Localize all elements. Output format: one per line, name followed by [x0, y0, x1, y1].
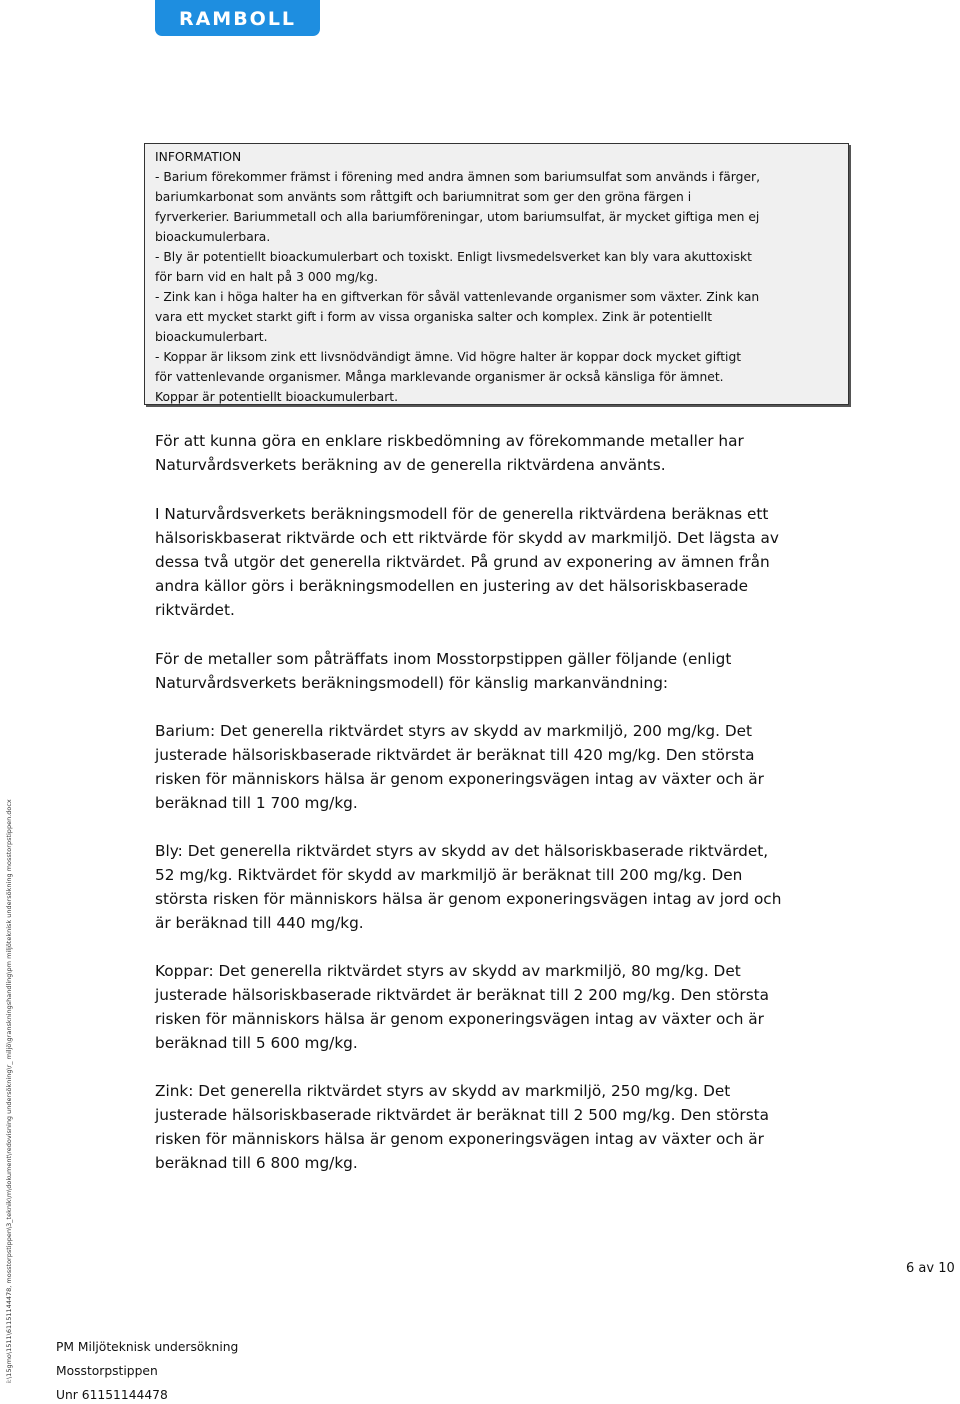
paragraph-line: I Naturvårdsverkets beräkningsmodell för de generella riktvärdena beräknas ett: [155, 505, 769, 523]
logo-text: RAMBOLL: [178, 7, 297, 30]
paragraph-line: är beräknad till 440 mg/kg.: [155, 914, 364, 932]
paragraph-line: största risken för människors hälsa är genom exponeringsvägen intag av jord och: [155, 890, 782, 908]
info-box-line: bioackumulerbara.: [155, 230, 271, 244]
paragraph-line: risken för människors hälsa är genom exponeringsvägen intag av växter och är: [155, 1130, 764, 1148]
paragraph-intro: [155, 429, 744, 477]
paragraph-line: Koppar: Det generella riktvärdet styrs av skydd av markmiljö, 80 mg/kg. Det: [155, 962, 741, 980]
info-box-line: - Bly är potentiellt bioackumulerbart och toxiskt. Enligt livsmedelsverket kan bly vara akuttoxiskt: [155, 250, 752, 264]
paragraph-line: Zink: Det generella riktvärdet styrs av skydd av markmiljö, 250 mg/kg. Det: [155, 1082, 731, 1100]
paragraph-line: beräknad till 1 700 mg/kg.: [155, 794, 358, 812]
paragraph-line: dessa två utgör det generella riktvärdet. På grund av exponering av ämnen från: [155, 553, 770, 571]
paragraph-line: Barium: Det generella riktvärdet styrs av skydd av markmiljö, 200 mg/kg. Det: [155, 722, 753, 740]
info-box-line: - Zink kan i höga halter ha en giftverkan för såväl vattenlevande organismer som växter. Zink kan: [155, 290, 760, 304]
info-box-line: Koppar är potentiellt bioackumulerbart.: [155, 390, 398, 404]
info-box-heading: INFORMATION: [155, 150, 242, 164]
paragraph-line: Bly: Det generella riktvärdet styrs av skydd av det hälsoriskbaserade riktvärdet,: [155, 842, 769, 860]
paragraph-zink: [155, 1079, 769, 1175]
paragraph-line: För att kunna göra en enklare riskbedömning av förekommande metaller har: [155, 432, 744, 450]
paragraph-line: justerade hälsoriskbaserade riktvärdet är beräknat till 2 200 mg/kg. Den största: [155, 986, 770, 1004]
information-box: [144, 143, 849, 405]
footer-unr: Unr 61151144478: [56, 1388, 168, 1402]
paragraph-barium: [155, 719, 764, 815]
paragraph-line: För de metaller som påträffats inom Mosstorpstippen gäller följande (enligt: [155, 650, 732, 668]
ramboll-logo: [155, 0, 320, 36]
paragraph-line: justerade hälsoriskbaserade riktvärdet är beräknat till 420 mg/kg. Den största: [155, 746, 755, 764]
paragraph-line: justerade hälsoriskbaserade riktvärdet är beräknat till 2 500 mg/kg. Den största: [155, 1106, 770, 1124]
footer-project: PM Miljöteknisk undersökning: [56, 1340, 239, 1354]
file-path-margin: i:\15gmo\1511\61151144478, mosstorpstippen\3_teknik\m\dokument\redovisning undersökning\r_ miljö\granskningshandling\pm miljöteknisk undersökning mosstorpstippen.docx: [5, 799, 13, 1383]
paragraph-line: Naturvårdsverkets beräkning av de generella riktvärdena använts.: [155, 456, 666, 474]
paragraph-line: riktvärdet.: [155, 601, 235, 619]
info-box-line: vara ett mycket starkt gift i form av vissa organiska salter och komplex. Zink är potentiellt: [155, 310, 713, 324]
paragraph-koppar: [155, 959, 769, 1055]
paragraph-line: andra källor görs i beräkningsmodellen en justering av det hälsoriskbaserade: [155, 577, 749, 595]
info-box-line: för barn vid en halt på 3 000 mg/kg.: [155, 270, 378, 284]
info-box-line: fyrverkerier. Bariummetall och alla bariumföreningar, utom bariumsulfat, är mycket giftiga men ej: [155, 210, 760, 224]
paragraph-line: risken för människors hälsa är genom exponeringsvägen intag av växter och är: [155, 770, 764, 788]
paragraph-line: beräknad till 5 600 mg/kg.: [155, 1034, 358, 1052]
page-number: 6 av 10: [906, 1261, 955, 1276]
paragraph-bly: [155, 839, 781, 935]
info-box-line: - Barium förekommer främst i förening med andra ämnen som bariumsulfat som används i färger,: [155, 170, 760, 184]
info-box-line: - Koppar är liksom zink ett livsnödvändigt ämne. Vid högre halter är koppar dock mycket giftigt: [155, 350, 742, 364]
paragraph-metals-intro: [155, 647, 731, 695]
info-box-line: för vattenlevande organismer. Många marklevande organismer är också känsliga för ämnet.: [155, 370, 724, 384]
paragraph-line: Naturvårdsverkets beräkningsmodell) för känslig markanvändning:: [155, 674, 669, 692]
paragraph-model: [155, 502, 779, 622]
paragraph-line: beräknad till 6 800 mg/kg.: [155, 1154, 358, 1172]
paragraph-line: risken för människors hälsa är genom exponeringsvägen intag av växter och är: [155, 1010, 764, 1028]
paragraph-line: hälsoriskbaserat riktvärde och ett riktvärde för skydd av markmiljö. Det lägsta av: [155, 529, 779, 547]
info-box-line: bioackumulerbart.: [155, 330, 268, 344]
paragraph-line: 52 mg/kg. Riktvärdet för skydd av markmiljö är beräknat till 200 mg/kg. Den: [155, 866, 743, 884]
info-box-line: bariumkarbonat som använts som råttgift och bariumnitrat som ger den gröna färgen i: [155, 190, 692, 204]
footer-site: Mosstorpstippen: [56, 1364, 158, 1378]
